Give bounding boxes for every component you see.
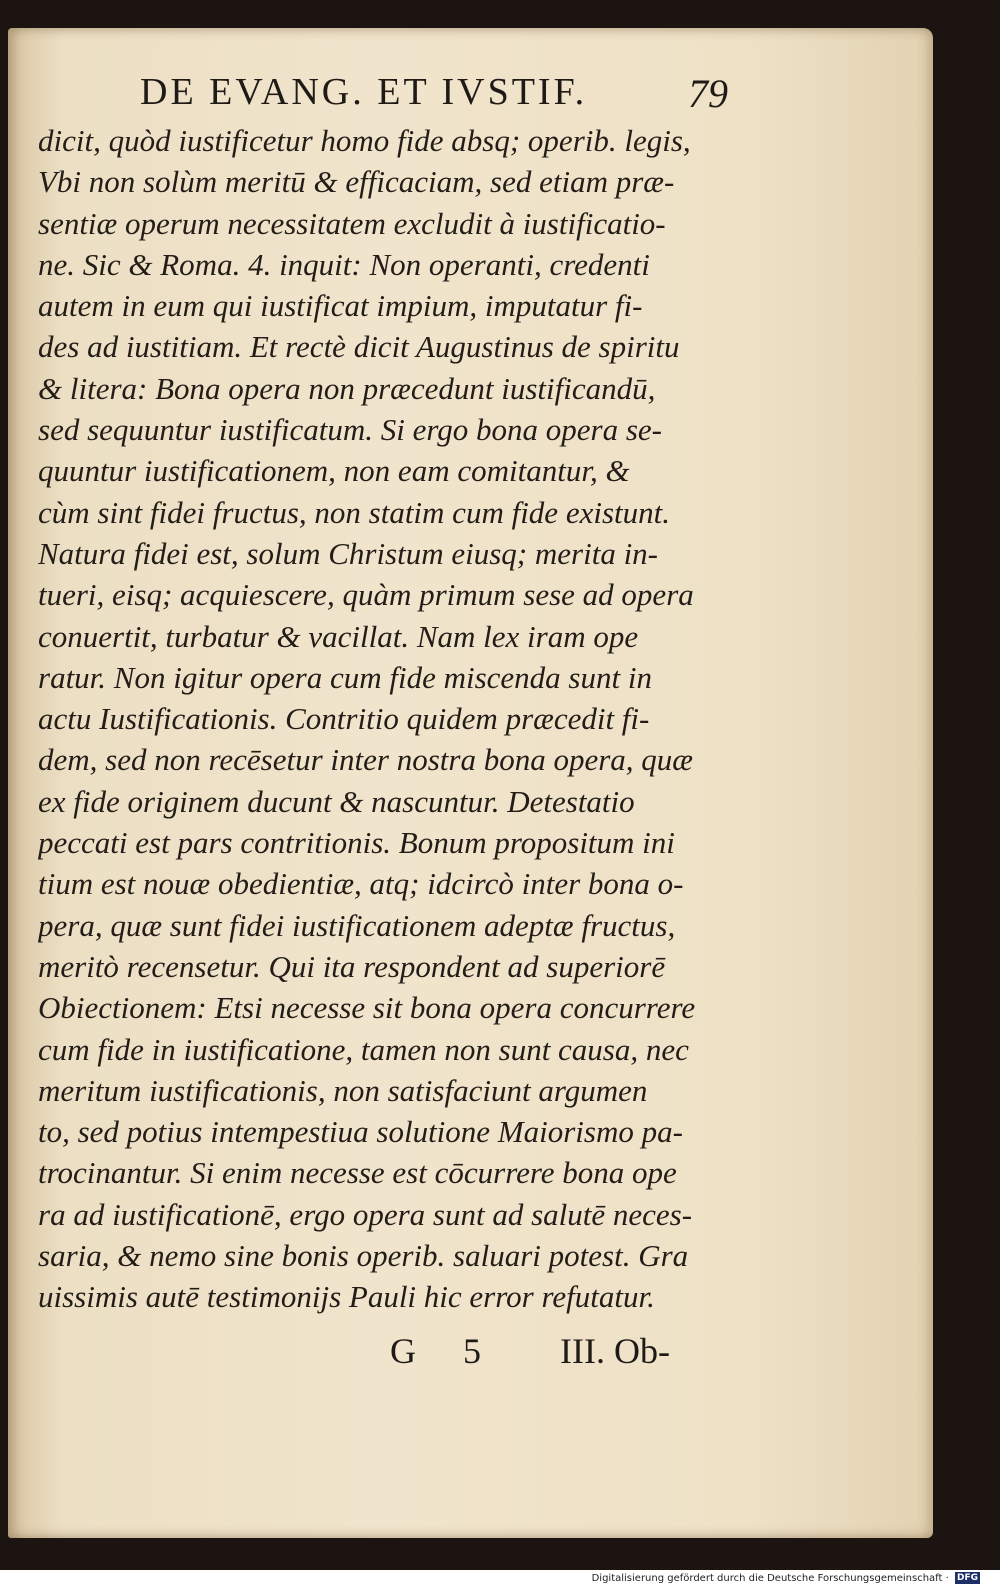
text-line: sentiæ operum necessitatem excludit à iustificatio- [38, 205, 666, 241]
text-line: pera, quæ sunt fidei iustificationem adeptæ fructus, [38, 907, 676, 943]
text-line: tueri, eisq; acquiescere, quàm primum sese ad opera [38, 577, 694, 613]
page-number: 79 [688, 71, 728, 116]
text-line: ra ad iustificationē, ergo opera sunt ad salutē neces- [38, 1196, 693, 1232]
dfg-logo: DFG [956, 1573, 978, 1583]
text-line: actu Iustificationis. Contritio quidem præcedit fi- [38, 701, 650, 737]
text-line: autem in eum qui iustificat impium, imputatur fi- [38, 288, 643, 324]
text-line: tium est nouæ obedientiæ, atq; idcircò inter bona o- [38, 866, 684, 902]
text-line: & litera: Bona opera non præcedunt iustificandū, [38, 370, 656, 406]
running-header: DE EVANG. ET IVSTIF. [140, 71, 588, 113]
text-line: Obiectionem: Etsi necesse sit bona opera concurrere [38, 990, 696, 1026]
text-line: cum fide in iustificatione, tamen non sunt causa, nec [38, 1031, 689, 1067]
text-line: sed sequuntur iustificatum. Si ergo bona opera se- [38, 412, 662, 448]
text-line: meritum iustificationis, non satisfaciunt argumen [38, 1072, 648, 1108]
text-line: conuertit, turbatur & vacillat. Nam lex iram ope [38, 618, 639, 654]
text-line: saria, & nemo sine bonis operib. saluari potest. Gra [38, 1238, 689, 1274]
text-line: Vbi non solùm meritū & efficaciam, sed etiam præ- [38, 164, 675, 200]
footer-credit: Digitalisierung gefördert durch die Deutsche Forschungsgemeinschaft · [591, 1573, 949, 1584]
text-line: ex fide originem ducunt & nascuntur. Detestatio [38, 783, 635, 819]
catchword: III. Ob- [560, 1331, 670, 1371]
signature-number: 5 [463, 1331, 481, 1371]
text-line: ratur. Non igitur opera cum fide miscenda sunt in [38, 659, 652, 695]
digitization-footer [0, 1572, 980, 1590]
text-line: ne. Sic & Roma. 4. inquit: Non operanti, credenti [38, 246, 650, 282]
signature-letter: G [390, 1331, 416, 1371]
text-line: peccati est pars contritionis. Bonum propositum ini [38, 825, 675, 861]
text-line: Natura fidei est, solum Christum eiusq; merita in- [38, 535, 658, 571]
body-text [38, 120, 743, 1318]
text-line: trocinantur. Si enim necesse est cōcurrere bona ope [38, 1155, 677, 1191]
text-line: dicit, quòd iustificetur homo fide absq; operib. legis, [38, 123, 691, 158]
signature-line [390, 1330, 750, 1374]
text-line: des ad iustitiam. Et rectè dicit Augustinus de spiritu [38, 329, 680, 365]
text-line: meritò recensetur. Qui ita respondent ad superiorē [38, 948, 666, 984]
text-line: to, sed potius intempestiua solutione Maiorismo pa- [38, 1114, 683, 1150]
text-line: uissimis autē testimonijs Pauli hic error refutatur. [38, 1279, 655, 1315]
text-line: dem, sed non recēsetur inter nostra bona opera, quæ [38, 742, 693, 778]
text-line: quuntur iustificationem, non eam comitantur, & [38, 453, 630, 489]
text-line: cùm sint fidei fructus, non statim cum fide existunt. [38, 494, 670, 530]
